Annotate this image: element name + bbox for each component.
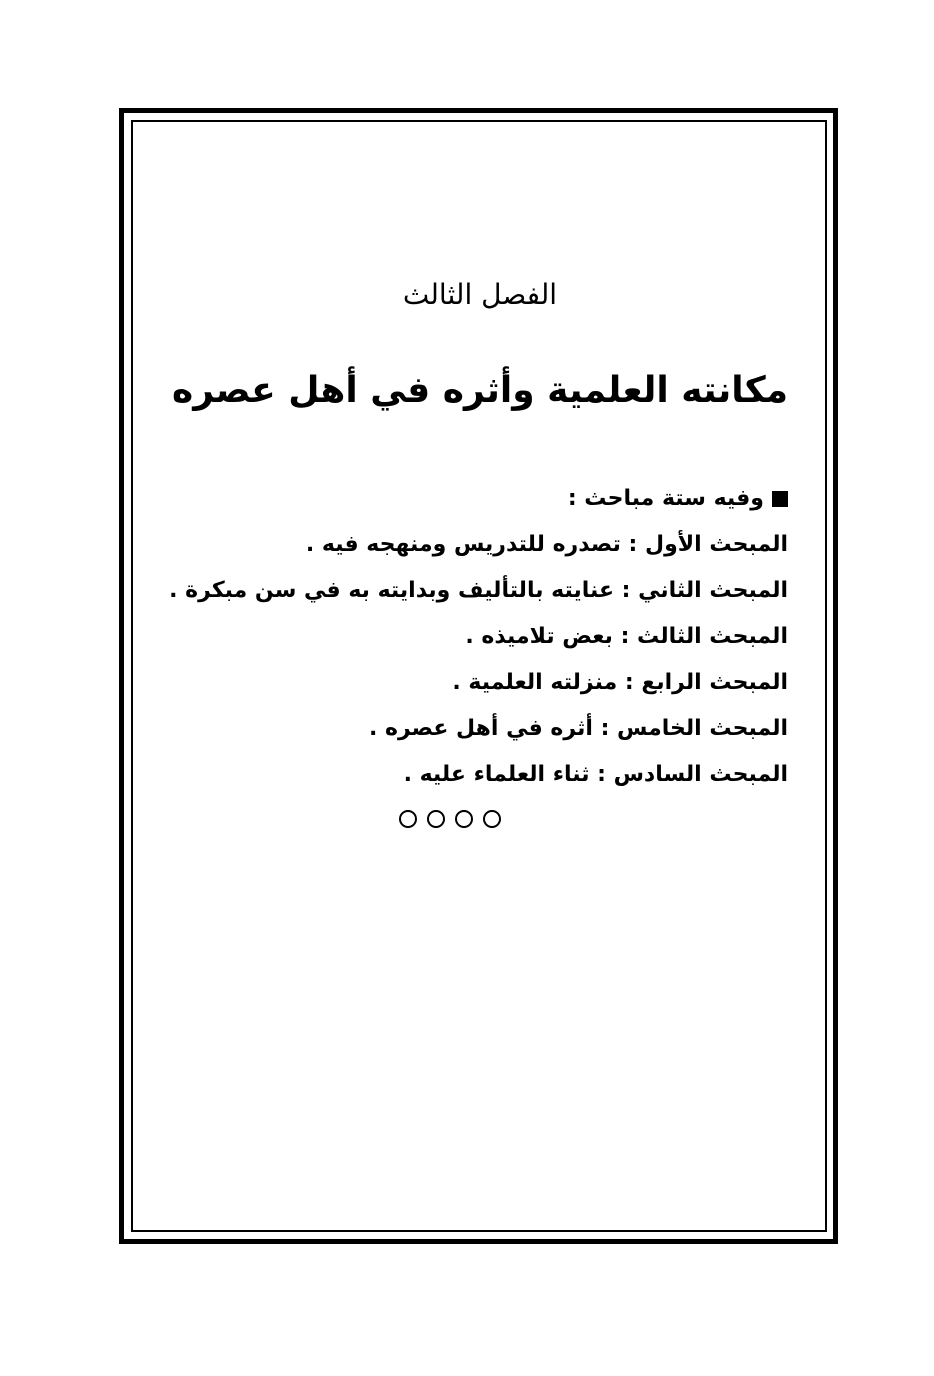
chapter-label: الفصل الثالث bbox=[402, 278, 558, 311]
section-item: المبحث الثاني : عنايته بالتأليف وبدايته به في سن مبكرة . bbox=[169, 578, 788, 603]
page-content bbox=[150, 120, 810, 1220]
section-item: المبحث السادس : ثناء العلماء عليه . bbox=[403, 762, 788, 787]
section-item: المبحث الثالث : بعض تلاميذه . bbox=[465, 624, 788, 649]
section-item: المبحث الخامس : أثره في أهل عصره . bbox=[368, 716, 788, 741]
sections-list bbox=[150, 476, 788, 798]
ornament-divider bbox=[150, 810, 750, 832]
section-item: المبحث الرابع : منزلته العلمية . bbox=[452, 670, 788, 695]
section-item: المبحث الأول : تصدره للتدريس ومنهجه فيه . bbox=[305, 532, 788, 557]
sections-intro bbox=[150, 476, 788, 522]
circle-icon bbox=[399, 810, 417, 828]
square-bullet-icon bbox=[772, 491, 788, 507]
circle-icon bbox=[455, 810, 473, 828]
circle-icon bbox=[427, 810, 445, 828]
chapter-title: مكانته العلمية وأثره في أهل عصره bbox=[171, 370, 788, 411]
sections-intro-text: وفيه ستة مباحث : bbox=[567, 486, 764, 511]
circle-icon bbox=[483, 810, 501, 828]
